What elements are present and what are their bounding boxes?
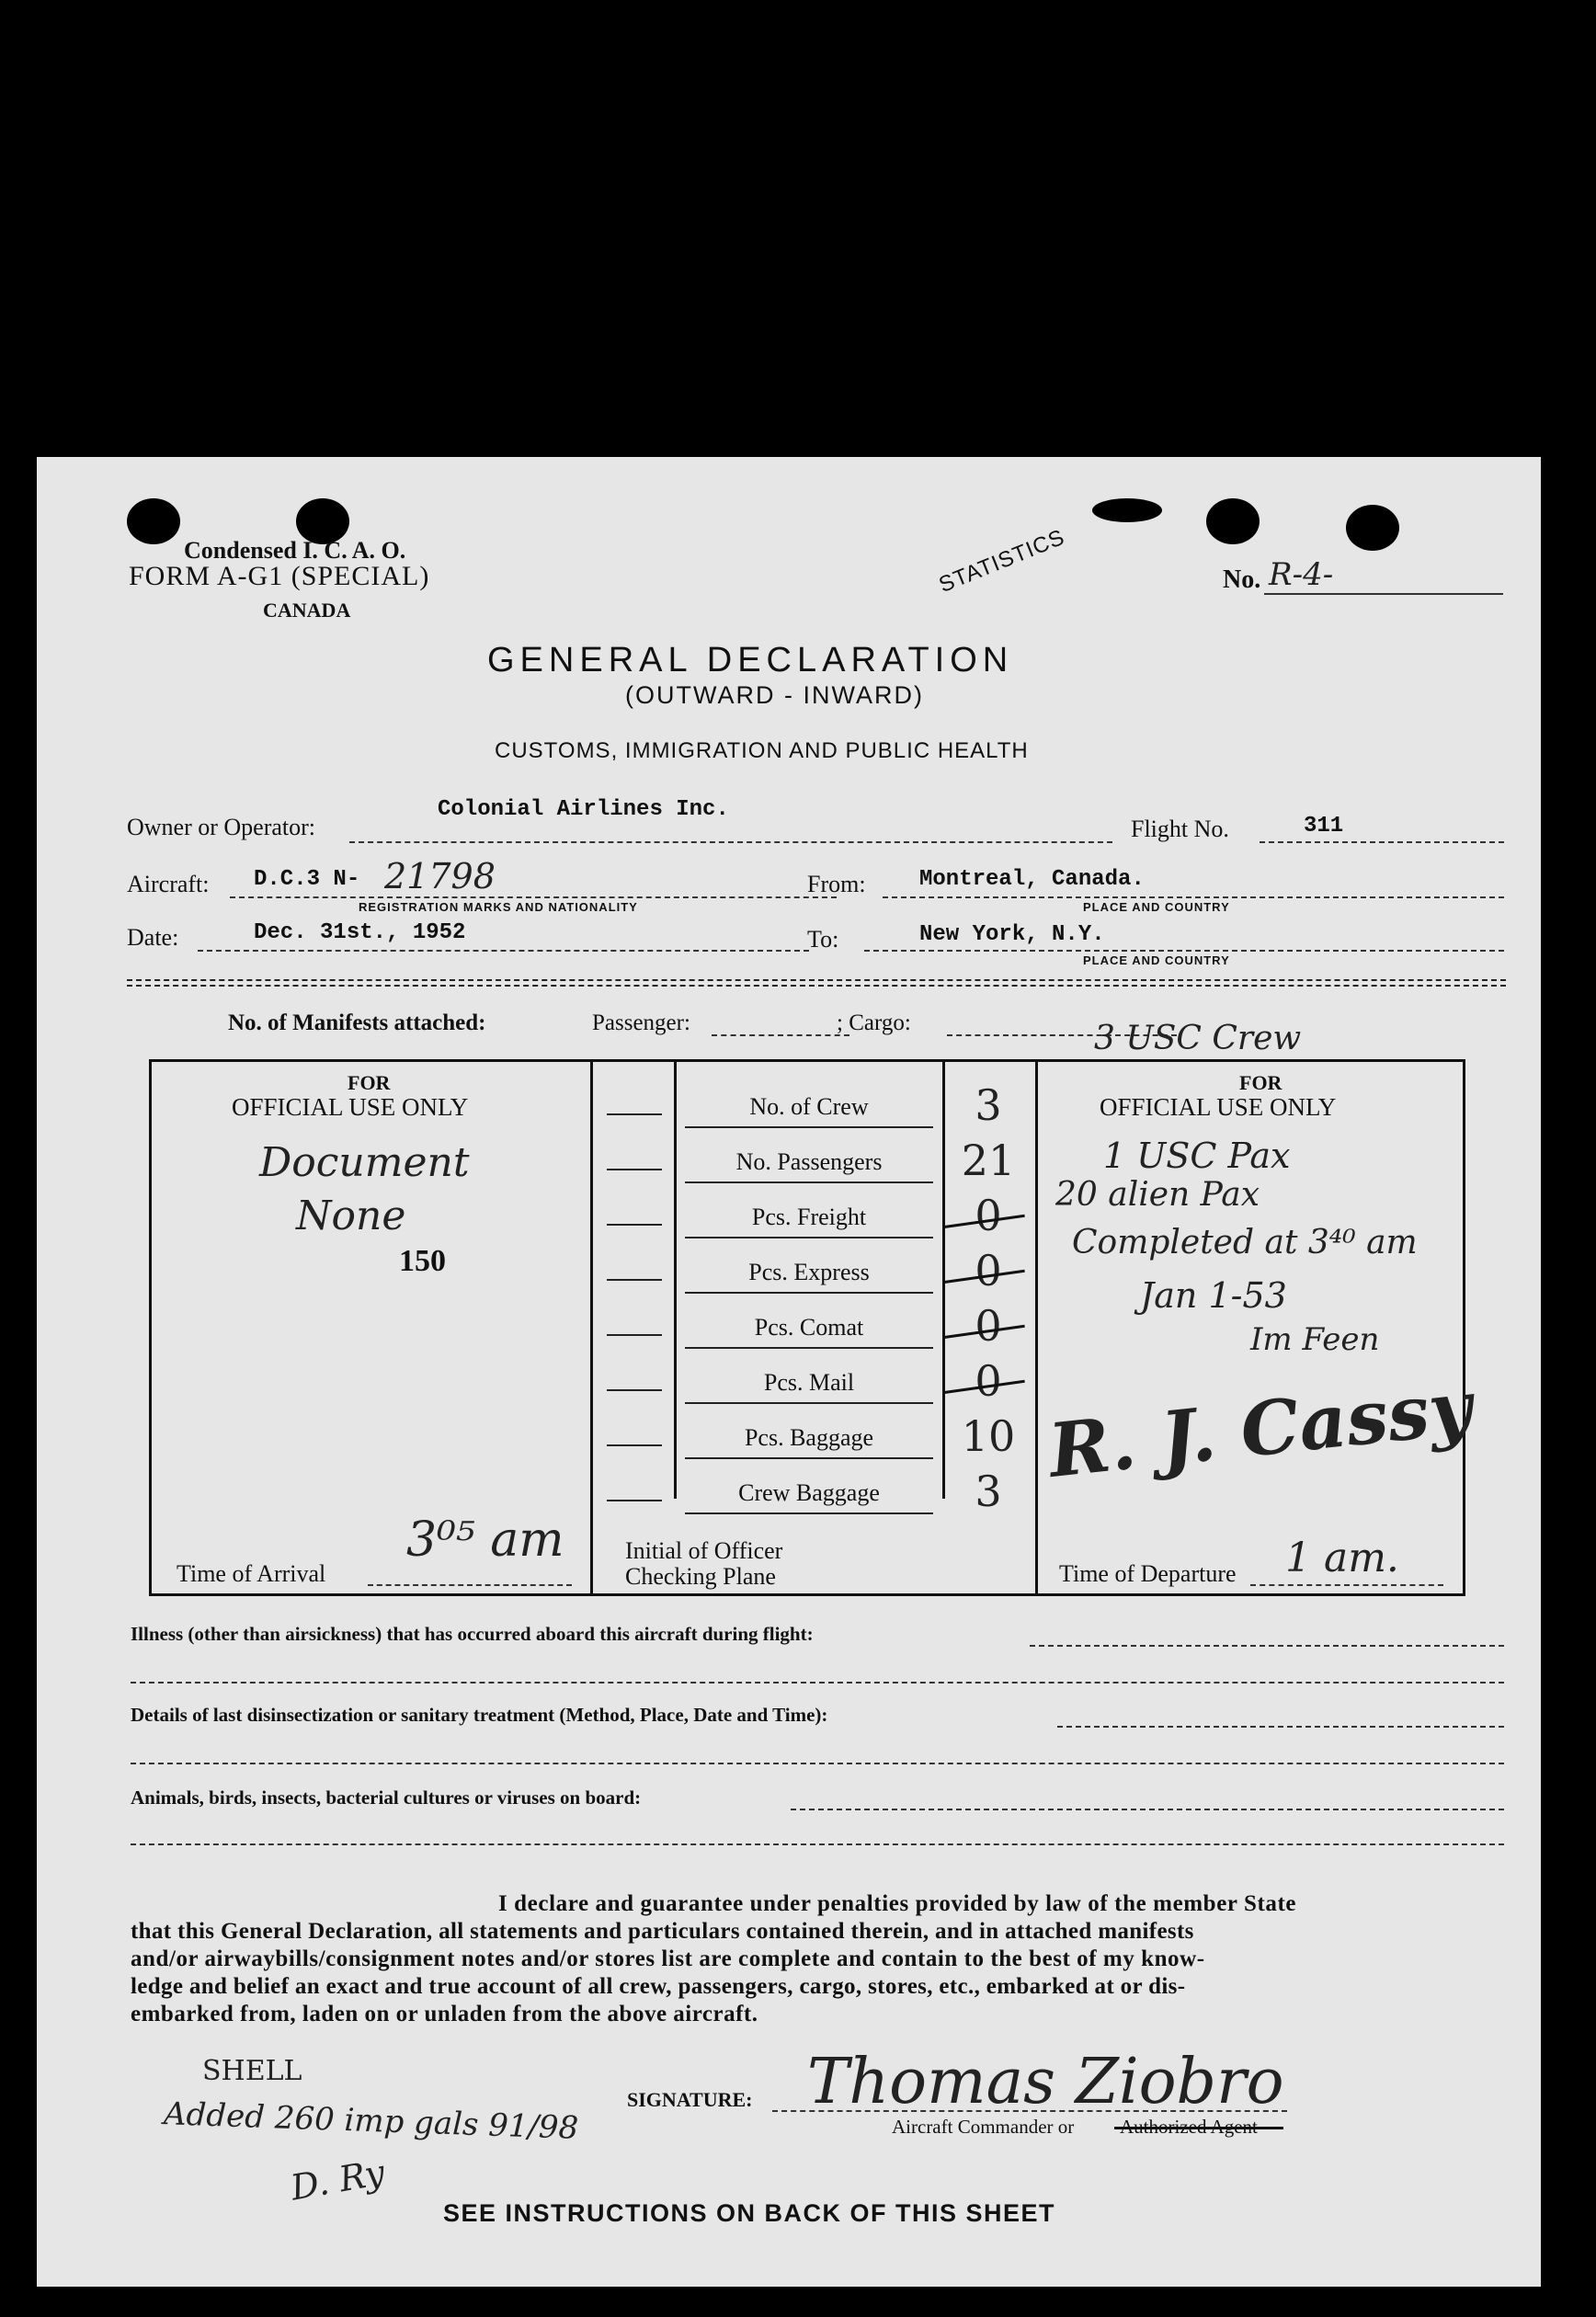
table-row-label: Pcs. Baggage xyxy=(744,1424,874,1451)
table-row-label: Pcs. Express xyxy=(748,1259,870,1285)
official-check-cell xyxy=(607,1389,662,1391)
table-row-value: 3 xyxy=(975,1467,1002,1516)
declaration-line-1: I declare and guarantee under penalties provided by law of the member State xyxy=(498,1891,1297,1916)
declaration-line-4: ledge and belief an exact and true account of all crew, passengers, cargo, stores, etc., embarked at or dis- xyxy=(131,1974,1186,1999)
left-note-document: Document xyxy=(259,1139,470,1186)
to-label: To: xyxy=(807,926,839,953)
number-value: R-4- xyxy=(1269,556,1334,593)
declaration-line-3: and/or airwaybills/consignment notes and/or stores list are complete and contain to the best of my know- xyxy=(131,1946,1205,1971)
initial-label-2: Checking Plane xyxy=(625,1563,776,1590)
fuel-note: Added 260 imp gals 91/98 xyxy=(163,2095,579,2147)
right-note-2: 20 alien Pax xyxy=(1055,1176,1260,1214)
right-note-5: Im Feen xyxy=(1250,1321,1380,1358)
table-row-label: Crew Baggage xyxy=(738,1479,880,1506)
agent-label: Authorized Agent xyxy=(1120,2116,1258,2138)
animals-label: Animals, birds, insects, bacterial cultures or viruses on board: xyxy=(131,1786,642,1809)
declaration-form-sheet xyxy=(37,457,1541,2287)
punch-hole xyxy=(1206,498,1260,544)
to-caption: PLACE AND COUNTRY xyxy=(1083,953,1230,967)
table-row-label: No. of Crew xyxy=(749,1093,869,1120)
right-note-4: Jan 1-53 xyxy=(1140,1275,1287,1316)
departure-value: 1 am. xyxy=(1285,1535,1399,1581)
from-value: Montreal, Canada. xyxy=(919,867,1145,892)
disinsection-label: Details of last disinsectization or sanitary treatment (Method, Place, Date and Time): xyxy=(131,1704,828,1726)
right-for-label: FOR xyxy=(1239,1071,1282,1094)
country-caption: CANADA xyxy=(263,599,351,622)
table-row-label: Pcs. Mail xyxy=(763,1369,855,1396)
commander-signature: Thomas Ziobro xyxy=(807,2046,1284,2118)
punch-hole xyxy=(127,498,180,544)
official-check-cell xyxy=(607,1224,662,1226)
punch-hole xyxy=(1092,498,1162,522)
shell-note: SHELL xyxy=(202,2055,302,2087)
left-for-label: FOR xyxy=(348,1071,391,1094)
from-caption: PLACE AND COUNTRY xyxy=(1083,900,1230,914)
illness-label: Illness (other than airsickness) that has occurred aboard this aircraft during flight: xyxy=(131,1623,814,1645)
declaration-line-2: that this General Declaration, all statements and particulars contained therein, and in attached manifests xyxy=(131,1919,1194,1944)
official-check-cell xyxy=(607,1500,662,1501)
fuel-initials: D. Ry xyxy=(287,2152,388,2209)
to-value: New York, N.Y. xyxy=(919,922,1105,947)
flight-label: Flight No. xyxy=(1131,816,1229,842)
table-row-value: 10 xyxy=(961,1411,1016,1461)
statistics-stamp: STATISTICS xyxy=(935,524,1069,599)
initial-label-1: Initial of Officer xyxy=(625,1537,783,1564)
form-title: GENERAL DECLARATION xyxy=(487,641,1014,679)
owner-value: Colonial Airlines Inc. xyxy=(438,797,729,822)
official-check-cell xyxy=(607,1444,662,1446)
form-subtitle: (OUTWARD - INWARD) xyxy=(625,681,924,709)
aircraft-caption: REGISTRATION MARKS AND NATIONALITY xyxy=(359,900,638,914)
table-row-value: 3 xyxy=(975,1080,1002,1130)
icao-caption: Condensed I. C. A. O. xyxy=(184,537,406,564)
left-note-none: None xyxy=(296,1193,406,1239)
from-label: From: xyxy=(807,871,866,897)
manifest-cargo-label: ; Cargo: xyxy=(837,1010,911,1035)
official-check-cell xyxy=(607,1169,662,1170)
table-row-value: 0 xyxy=(975,1356,1002,1406)
cargo-handwritten: 3 USC Crew xyxy=(1094,1020,1302,1057)
official-check-cell xyxy=(607,1113,662,1115)
table-row-value: 0 xyxy=(975,1191,1002,1240)
departure-label: Time of Departure xyxy=(1059,1560,1237,1587)
date-value: Dec. 31st., 1952 xyxy=(254,920,466,945)
aircraft-value: D.C.3 N- xyxy=(254,867,360,892)
commander-label: Aircraft Commander or xyxy=(892,2116,1075,2138)
right-note-1: 1 USC Pax xyxy=(1103,1136,1291,1176)
instructions-note: SEE INSTRUCTIONS ON BACK OF THIS SHEET xyxy=(443,2199,1056,2227)
aircraft-label: Aircraft: xyxy=(127,871,210,897)
table-row-value: 0 xyxy=(975,1246,1002,1295)
left-official-label: OFFICIAL USE ONLY xyxy=(232,1093,469,1121)
declaration-line-5: embarked from, laden on or unladen from the above aircraft. xyxy=(131,2002,758,2026)
manifests-label: No. of Manifests attached: xyxy=(228,1010,486,1035)
manifest-passenger-label: Passenger: xyxy=(592,1010,690,1035)
table-row-label: No. Passengers xyxy=(735,1148,883,1175)
official-check-cell xyxy=(607,1279,662,1281)
official-check-cell xyxy=(607,1334,662,1336)
arrival-value: 3⁰⁵ am xyxy=(406,1512,564,1568)
arrival-label: Time of Arrival xyxy=(177,1560,326,1587)
signature-label: SIGNATURE: xyxy=(627,2088,753,2111)
owner-label: Owner or Operator: xyxy=(127,814,316,840)
flight-value: 311 xyxy=(1304,814,1344,839)
form-purpose: CUSTOMS, IMMIGRATION AND PUBLIC HEALTH xyxy=(495,738,1029,763)
right-note-3: Completed at 3⁴⁰ am xyxy=(1072,1224,1418,1261)
table-row-value: 21 xyxy=(961,1136,1016,1185)
table-row-label: Pcs. Freight xyxy=(751,1204,867,1230)
table-row-value: 0 xyxy=(975,1301,1002,1351)
aircraft-registration: 21798 xyxy=(384,856,496,896)
punch-hole xyxy=(1346,505,1399,551)
left-number: 150 xyxy=(399,1244,446,1278)
date-label: Date: xyxy=(127,924,179,951)
number-label: No. xyxy=(1223,565,1261,594)
officer-signature: R. J. Cassy xyxy=(1044,1364,1476,1494)
right-official-label: OFFICIAL USE ONLY xyxy=(1100,1093,1337,1121)
table-row-label: Pcs. Comat xyxy=(754,1314,864,1341)
form-number: FORM A-G1 (SPECIAL) xyxy=(129,561,430,591)
